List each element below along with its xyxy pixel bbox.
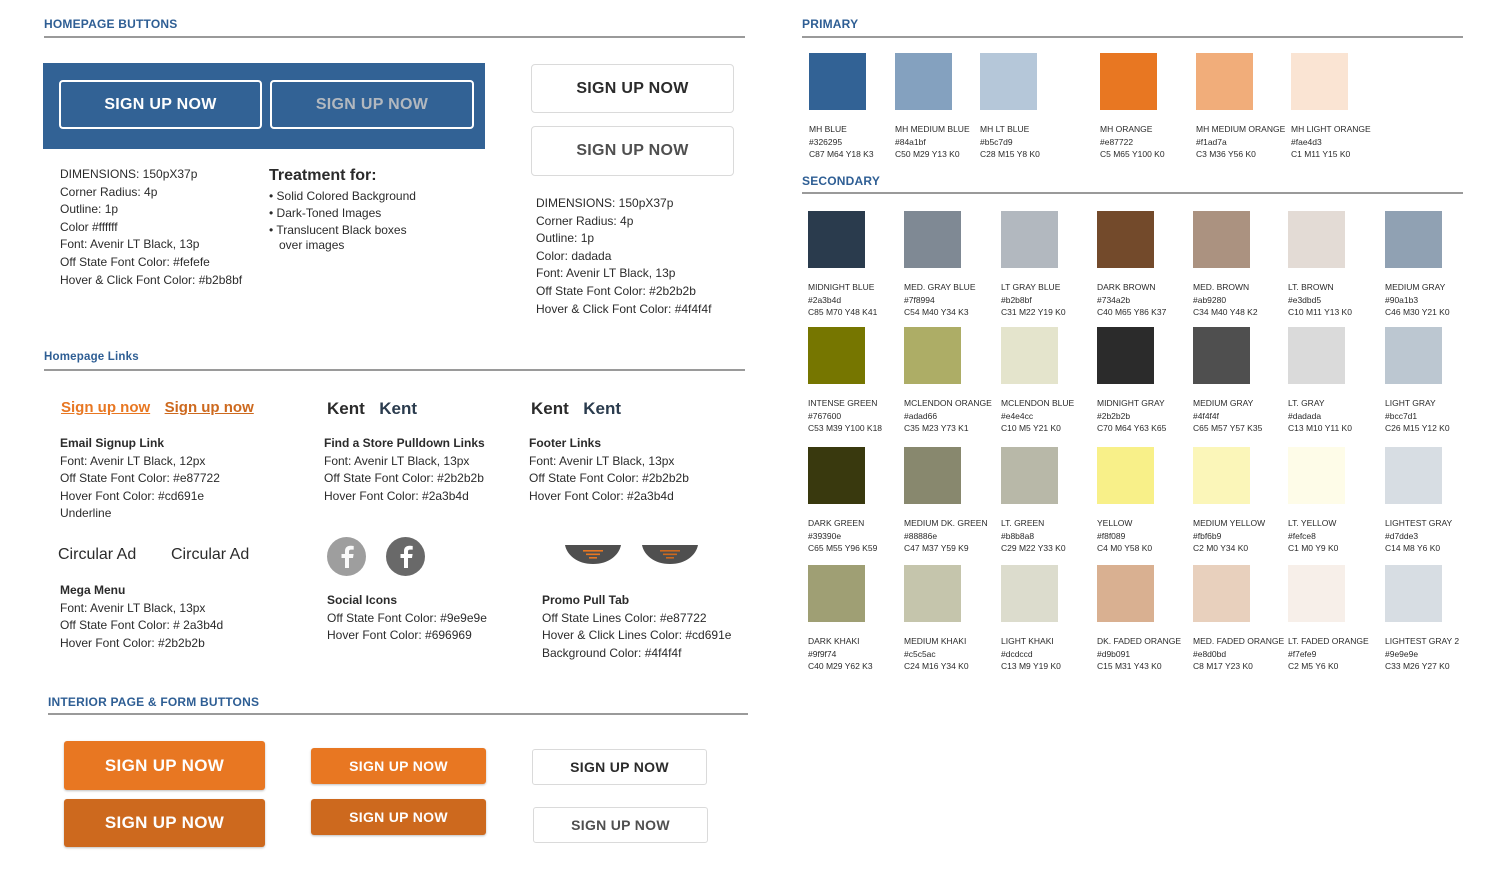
color-swatch	[1193, 565, 1284, 673]
swatch-label	[1288, 281, 1352, 319]
swatch-label	[1196, 123, 1285, 161]
swatch-hex: #fefce8	[1288, 530, 1316, 541]
color-swatch	[1001, 447, 1066, 555]
swatch-label	[1385, 397, 1450, 435]
spec-line: Off State Font Color: #e87722	[60, 471, 220, 486]
swatch-cmyk: C2 M5 Y6 K0	[1288, 661, 1339, 671]
swatch-hex: #adad66	[904, 410, 938, 421]
swatch-chip	[1097, 447, 1154, 504]
swatch-chip	[1001, 211, 1058, 268]
signup-button-blue-off[interactable]: SIGN UP NOW	[59, 80, 262, 129]
homepage-buttons-title: HOMEPAGE BUTTONS	[44, 17, 178, 31]
swatch-cmyk: C54 M40 Y34 K3	[904, 307, 969, 317]
primary-title: PRIMARY	[802, 17, 859, 31]
promo-tab-spec	[542, 592, 731, 662]
email-signup-link-off[interactable]: Sign up now	[61, 399, 151, 416]
swatch-label	[895, 123, 970, 161]
treatment-item: • Solid Colored Background	[269, 189, 416, 203]
swatch-chip	[1288, 211, 1345, 268]
spec-heading: Social Icons	[327, 593, 398, 607]
circular-ad-link-hover[interactable]: Circular Ad	[171, 546, 250, 563]
find-store-link-hover[interactable]: Kent	[379, 399, 418, 418]
swatch-hex: #d7dde3	[1385, 530, 1419, 541]
spec-line: Hover & Click Font Color: #b2b8bf	[60, 272, 243, 287]
find-store-link-row	[327, 399, 417, 419]
swatch-label	[1100, 123, 1165, 161]
swatch-label	[1193, 281, 1258, 319]
spec-heading: Promo Pull Tab	[542, 593, 630, 607]
swatch-label	[1193, 635, 1284, 673]
spec-line: Off State Font Color: #2b2b2b	[529, 471, 689, 486]
swatch-hex: #90a1b3	[1385, 294, 1419, 305]
swatch-cmyk: C50 M29 Y13 K0	[895, 149, 960, 159]
swatch-chip	[1291, 53, 1348, 110]
section-divider	[44, 36, 745, 38]
swatch-label	[1001, 635, 1061, 673]
color-swatch	[1385, 211, 1450, 319]
swatch-name: MH LT BLUE	[980, 124, 1030, 134]
swatch-hex: #9f9f74	[808, 648, 837, 659]
swatch-label	[904, 397, 992, 435]
swatch-cmyk: C40 M29 Y62 K3	[808, 661, 873, 671]
swatch-cmyk: C53 M39 Y100 K18	[808, 423, 883, 433]
footer-link-off[interactable]: Kent	[531, 399, 569, 418]
swatch-cmyk: C35 M23 Y73 K1	[904, 423, 969, 433]
swatch-name: MEDIUM KHAKI	[904, 636, 967, 646]
swatch-chip	[904, 565, 961, 622]
swatch-label	[1097, 281, 1166, 319]
promo-pull-tab-icon[interactable]	[642, 545, 698, 570]
color-swatch	[1288, 327, 1352, 435]
swatch-name: DARK GREEN	[808, 518, 865, 528]
treatment-item: • Dark-Toned Images	[269, 206, 382, 220]
spec-line: Hover Font Color: #2a3b4d	[324, 488, 469, 503]
swatch-label	[1001, 397, 1074, 435]
color-swatch	[1097, 447, 1154, 555]
swatch-chip	[1097, 327, 1154, 384]
swatch-cmyk: C40 M65 Y86 K37	[1097, 307, 1167, 317]
swatch-hex: #e3dbd5	[1288, 294, 1322, 305]
swatch-name: MH ORANGE	[1100, 124, 1153, 134]
mega-menu-spec	[60, 582, 223, 652]
email-link-row	[61, 399, 254, 417]
color-swatch	[1001, 565, 1061, 673]
swatch-hex: #767600	[808, 410, 842, 421]
color-swatch	[1097, 211, 1166, 319]
swatch-label	[1288, 517, 1345, 555]
swatch-hex: #2a3b4d	[808, 294, 842, 305]
swatch-name: MEDIUM GRAY	[1385, 282, 1446, 292]
swatch-chip	[1193, 211, 1250, 268]
swatch-label	[1288, 397, 1352, 435]
spec-line: Font: Avenir LT Black, 13p	[60, 237, 200, 252]
color-swatch	[1097, 327, 1166, 435]
swatch-chip	[1385, 447, 1442, 504]
swatch-name: MCLENDON BLUE	[1001, 398, 1075, 408]
color-swatch	[904, 211, 975, 319]
swatch-cmyk: C65 M57 Y57 K35	[1193, 423, 1263, 433]
swatch-chip	[808, 565, 865, 622]
color-swatch	[980, 53, 1040, 161]
white-button-spec	[536, 195, 711, 318]
spec-line: Outline: 1p	[536, 231, 595, 246]
swatch-cmyk: C13 M9 Y19 K0	[1001, 661, 1061, 671]
color-swatch	[1193, 327, 1262, 435]
swatch-name: DK. FADED ORANGE	[1097, 636, 1182, 646]
color-swatch	[808, 211, 877, 319]
swatch-name: MH MEDIUM ORANGE	[1196, 124, 1286, 134]
swatch-name: MH MEDIUM BLUE	[895, 124, 970, 134]
signup-button-orange-small-hover[interactable]: SIGN UP NOW	[311, 799, 486, 835]
spec-line: Hover Font Color: #2b2b2b	[60, 635, 205, 650]
swatch-hex: #b2b8bf	[1001, 294, 1032, 305]
swatch-label	[1385, 517, 1452, 555]
swatch-label	[904, 517, 988, 555]
swatch-chip	[1097, 211, 1154, 268]
swatch-cmyk: C13 M10 Y11 K0	[1288, 423, 1352, 433]
swatch-hex: #e4e4cc	[1001, 410, 1034, 421]
swatch-name: MED. GRAY BLUE	[904, 282, 976, 292]
swatch-cmyk: C5 M65 Y100 K0	[1100, 149, 1165, 159]
swatch-hex: #f7efe9	[1288, 648, 1317, 659]
swatch-hex: #ab9280	[1193, 294, 1227, 305]
swatch-hex: #2b2b2b	[1097, 410, 1131, 421]
swatch-cmyk: C70 M64 Y63 K65	[1097, 423, 1167, 433]
swatch-chip	[1288, 327, 1345, 384]
spec-line: Hover Font Color: #696969	[327, 628, 472, 643]
swatch-chip	[808, 447, 865, 504]
color-swatch	[1001, 211, 1066, 319]
swatch-name: MEDIUM YELLOW	[1193, 518, 1266, 528]
spec-heading: Email Signup Link	[60, 436, 165, 450]
spec-line: Color: dadada	[536, 248, 612, 263]
color-swatch	[808, 565, 873, 673]
section-divider	[44, 369, 745, 371]
swatch-hex: #9e9e9e	[1385, 648, 1419, 659]
treatment-item: over images	[279, 238, 345, 252]
swatch-name: MIDNIGHT GRAY	[1097, 398, 1165, 408]
swatch-hex: #e8d0bd	[1193, 648, 1227, 659]
swatch-chip	[809, 53, 866, 110]
swatch-name: MED. FADED ORANGE	[1193, 636, 1285, 646]
swatch-cmyk: C65 M55 Y96 K59	[808, 543, 878, 553]
swatch-chip	[980, 53, 1037, 110]
color-swatch	[895, 53, 970, 161]
color-swatch	[1196, 53, 1285, 161]
swatch-name: LT. GRAY	[1288, 398, 1325, 408]
swatch-label	[808, 397, 882, 435]
swatch-chip	[1193, 565, 1250, 622]
swatch-name: MEDIUM DK. GREEN	[904, 518, 988, 528]
swatch-hex: #e87722	[1100, 136, 1134, 147]
swatch-chip	[895, 53, 952, 110]
swatch-hex: #fae4d3	[1291, 136, 1322, 147]
spec-line: Off State Font Color: # 2a3b4d	[60, 618, 224, 633]
color-swatch	[1193, 447, 1265, 555]
swatch-label	[1385, 635, 1459, 673]
facebook-icon[interactable]	[386, 537, 425, 576]
section-divider	[48, 713, 748, 715]
swatch-cmyk: C87 M64 Y18 K3	[809, 149, 874, 159]
swatch-name: DARK KHAKI	[808, 636, 860, 646]
swatch-cmyk: C28 M15 Y8 K0	[980, 149, 1040, 159]
swatch-name: INTENSE GREEN	[808, 398, 878, 408]
swatch-chip	[904, 447, 961, 504]
swatch-label	[1001, 517, 1066, 555]
swatch-chip	[1193, 447, 1250, 504]
color-swatch	[1291, 53, 1371, 161]
swatch-chip	[1385, 211, 1442, 268]
footer-link-spec	[529, 435, 689, 505]
swatch-name: LIGHTEST GRAY	[1385, 518, 1453, 528]
swatch-label	[1193, 397, 1262, 435]
spec-line: Off State Font Color: #2b2b2b	[324, 471, 484, 486]
color-swatch	[1097, 565, 1181, 673]
swatch-label	[1193, 517, 1265, 555]
spec-line: Font: Avenir LT Black, 13px	[324, 453, 470, 468]
spec-heading: Mega Menu	[60, 583, 126, 597]
swatch-name: MH BLUE	[809, 124, 847, 134]
spec-line: Font: Avenir LT Black, 13p	[536, 266, 676, 281]
find-store-link-off[interactable]: Kent	[327, 399, 365, 418]
swatch-chip	[904, 327, 961, 384]
swatch-cmyk: C2 M0 Y34 K0	[1193, 543, 1249, 553]
swatch-cmyk: C85 M70 Y48 K41	[808, 307, 878, 317]
swatch-chip	[808, 327, 865, 384]
swatch-chip	[1288, 447, 1345, 504]
email-link-spec	[60, 435, 220, 523]
swatch-cmyk: C33 M26 Y27 K0	[1385, 661, 1450, 671]
spec-line: Corner Radius: 4p	[60, 184, 158, 199]
spec-line: Outline: 1p	[60, 202, 119, 217]
swatch-label	[809, 123, 874, 161]
swatch-name: LT. BROWN	[1288, 282, 1334, 292]
swatch-chip	[904, 211, 961, 268]
color-swatch	[1100, 53, 1165, 161]
swatch-cmyk: C1 M0 Y9 K0	[1288, 543, 1339, 553]
email-signup-link-hover[interactable]: Sign up now	[164, 399, 254, 416]
swatch-hex: #326295	[809, 136, 843, 147]
swatch-name: LT. FADED ORANGE	[1288, 636, 1369, 646]
swatch-name: MIDNIGHT BLUE	[808, 282, 875, 292]
color-swatch	[808, 327, 882, 435]
section-divider	[802, 192, 1463, 194]
social-icons-spec	[327, 592, 487, 645]
signup-button-white-off[interactable]: SIGN UP NOW	[531, 64, 734, 113]
swatch-cmyk: C3 M36 Y56 K0	[1196, 149, 1256, 159]
swatch-chip	[1385, 565, 1442, 622]
color-swatch	[1288, 211, 1352, 319]
swatch-name: LT. GREEN	[1001, 518, 1045, 528]
spec-line: Off State Font Color: #9e9e9e	[327, 610, 487, 625]
swatch-cmyk: C10 M11 Y13 K0	[1288, 307, 1352, 317]
find-store-spec	[324, 435, 485, 505]
swatch-label	[1097, 397, 1166, 435]
facebook-icon[interactable]	[327, 537, 366, 576]
swatch-hex: #39390e	[808, 530, 842, 541]
swatch-name: LIGHTEST GRAY 2	[1385, 636, 1460, 646]
swatch-hex: #4f4f4f	[1193, 410, 1219, 421]
swatch-hex: #fbf6b9	[1193, 530, 1222, 541]
spec-line: DIMENSIONS: 150pX37p	[536, 196, 674, 210]
swatch-label	[1097, 517, 1154, 555]
swatch-cmyk: C46 M30 Y21 K0	[1385, 307, 1450, 317]
swatch-hex: #d9b091	[1097, 648, 1131, 659]
signup-button-outline-off[interactable]: SIGN UP NOW	[532, 749, 707, 785]
interior-buttons-title: INTERIOR PAGE & FORM BUTTONS	[48, 695, 260, 709]
swatch-name: LIGHT GRAY	[1385, 398, 1436, 408]
signup-button-white-hover[interactable]: SIGN UP NOW	[531, 126, 734, 176]
spec-line: DIMENSIONS: 150pX37p	[60, 167, 198, 181]
swatch-name: MCLENDON ORANGE	[904, 398, 992, 408]
swatch-hex: #7f8994	[904, 294, 935, 305]
color-swatch	[904, 327, 992, 435]
footer-link-hover[interactable]: Kent	[583, 399, 622, 418]
spec-line: Hover Font Color: #cd691e	[60, 488, 205, 503]
spec-line: Font: Avenir LT Black, 13px	[60, 600, 206, 615]
spec-line: Underline	[60, 506, 112, 521]
section-divider	[802, 36, 1463, 38]
spec-line: Hover & Click Lines Color: #cd691e	[542, 628, 732, 643]
swatch-label	[1001, 281, 1066, 319]
swatch-label	[904, 635, 969, 673]
swatch-label	[808, 635, 873, 673]
color-swatch	[1288, 447, 1345, 555]
swatch-cmyk: C10 M5 Y21 K0	[1001, 423, 1061, 433]
swatch-chip	[1385, 327, 1442, 384]
swatch-label	[808, 517, 877, 555]
swatch-name: MH LIGHT ORANGE	[1291, 124, 1371, 134]
swatch-chip	[1193, 327, 1250, 384]
swatch-label	[1385, 281, 1450, 319]
secondary-title: SECONDARY	[802, 174, 881, 188]
swatch-name: DARK BROWN	[1097, 282, 1156, 292]
signup-button-orange-large-hover[interactable]: SIGN UP NOW	[64, 799, 265, 847]
spec-line: Font: Avenir LT Black, 12px	[60, 453, 206, 468]
spec-line: Corner Radius: 4p	[536, 213, 634, 228]
color-swatch	[1385, 447, 1452, 555]
swatch-label	[1288, 635, 1369, 673]
spec-line: Font: Avenir LT Black, 13px	[529, 453, 675, 468]
promo-pull-tab-icon[interactable]	[565, 545, 621, 570]
signup-button-blue-hover[interactable]: SIGN UP NOW	[270, 80, 474, 129]
spec-line: Off State Font Color: #fefefe	[60, 254, 210, 269]
swatch-cmyk: C15 M31 Y43 K0	[1097, 661, 1162, 671]
swatch-hex: #f8f089	[1097, 530, 1126, 541]
swatch-hex: #c5c5ac	[904, 648, 936, 659]
color-swatch	[1001, 327, 1074, 435]
spec-heading: Find a Store Pulldown Links	[324, 436, 485, 450]
signup-button-outline-hover[interactable]: SIGN UP NOW	[533, 807, 708, 843]
swatch-name: LT GRAY BLUE	[1001, 282, 1061, 292]
swatch-hex: #dcdccd	[1001, 648, 1033, 659]
spec-line: Background Color: #4f4f4f	[542, 645, 682, 660]
swatch-hex: #dadada	[1288, 410, 1322, 421]
signup-button-orange-small-off[interactable]: SIGN UP NOW	[311, 748, 486, 784]
footer-link-row	[531, 399, 621, 419]
swatch-label	[904, 281, 975, 319]
swatch-cmyk: C1 M11 Y15 K0	[1291, 149, 1351, 159]
circular-ad-link-off[interactable]: Circular Ad	[58, 546, 137, 563]
swatch-chip	[808, 211, 865, 268]
swatch-label	[1291, 123, 1371, 161]
swatch-chip	[1196, 53, 1253, 110]
swatch-name: LT. YELLOW	[1288, 518, 1337, 528]
swatch-name: YELLOW	[1097, 518, 1133, 528]
spec-line: Off State Lines Color: #e87722	[542, 610, 707, 625]
swatch-cmyk: C8 M17 Y23 K0	[1193, 661, 1253, 671]
swatch-name: MEDIUM GRAY	[1193, 398, 1254, 408]
treatment-list	[269, 188, 416, 251]
swatch-cmyk: C24 M16 Y34 K0	[904, 661, 969, 671]
color-swatch	[1385, 327, 1450, 435]
spec-line: Off State Font Color: #2b2b2b	[536, 283, 696, 298]
color-swatch	[904, 447, 988, 555]
spec-line: Hover & Click Font Color: #4f4f4f	[536, 301, 712, 316]
swatch-chip	[1100, 53, 1157, 110]
swatch-label	[808, 281, 877, 319]
swatch-cmyk: C34 M40 Y48 K2	[1193, 307, 1258, 317]
swatch-hex: #b5c7d9	[980, 136, 1013, 147]
signup-button-orange-large-off[interactable]: SIGN UP NOW	[64, 741, 265, 790]
swatch-hex: #bcc7d1	[1385, 410, 1418, 421]
treatment-title: Treatment for:	[269, 167, 377, 184]
swatch-name: MED. BROWN	[1193, 282, 1250, 292]
spec-heading: Footer Links	[529, 436, 602, 450]
swatch-label	[1097, 635, 1181, 673]
swatch-hex: #f1ad7a	[1196, 136, 1227, 147]
swatch-cmyk: C47 M37 Y59 K9	[904, 543, 969, 553]
swatch-chip	[1001, 447, 1058, 504]
swatch-hex: #734a2b	[1097, 294, 1131, 305]
swatch-cmyk: C26 M15 Y12 K0	[1385, 423, 1450, 433]
swatch-cmyk: C14 M8 Y6 K0	[1385, 543, 1441, 553]
swatch-hex: #b8b8a8	[1001, 530, 1035, 541]
color-swatch	[809, 53, 874, 161]
swatch-label	[980, 123, 1040, 161]
swatch-cmyk: C31 M22 Y19 K0	[1001, 307, 1066, 317]
color-swatch	[1288, 565, 1369, 673]
spec-line: Hover Font Color: #2a3b4d	[529, 488, 674, 503]
color-swatch	[1385, 565, 1459, 673]
color-swatch	[904, 565, 969, 673]
swatch-chip	[1001, 327, 1058, 384]
blue-button-spec	[60, 166, 242, 289]
color-swatch	[808, 447, 877, 555]
swatch-chip	[1288, 565, 1345, 622]
swatch-cmyk: C29 M22 Y33 K0	[1001, 543, 1066, 553]
swatch-chip	[1001, 565, 1058, 622]
swatch-hex: #88886e	[904, 530, 938, 541]
swatch-name: LIGHT KHAKI	[1001, 636, 1054, 646]
swatch-chip	[1097, 565, 1154, 622]
homepage-links-title: Homepage Links	[44, 351, 139, 363]
spec-line: Color #ffffff	[60, 219, 118, 234]
swatch-hex: #84a1bf	[895, 136, 926, 147]
color-swatch	[1193, 211, 1258, 319]
swatch-cmyk: C4 M0 Y58 K0	[1097, 543, 1153, 553]
treatment-item: • Translucent Black boxes	[269, 223, 407, 237]
